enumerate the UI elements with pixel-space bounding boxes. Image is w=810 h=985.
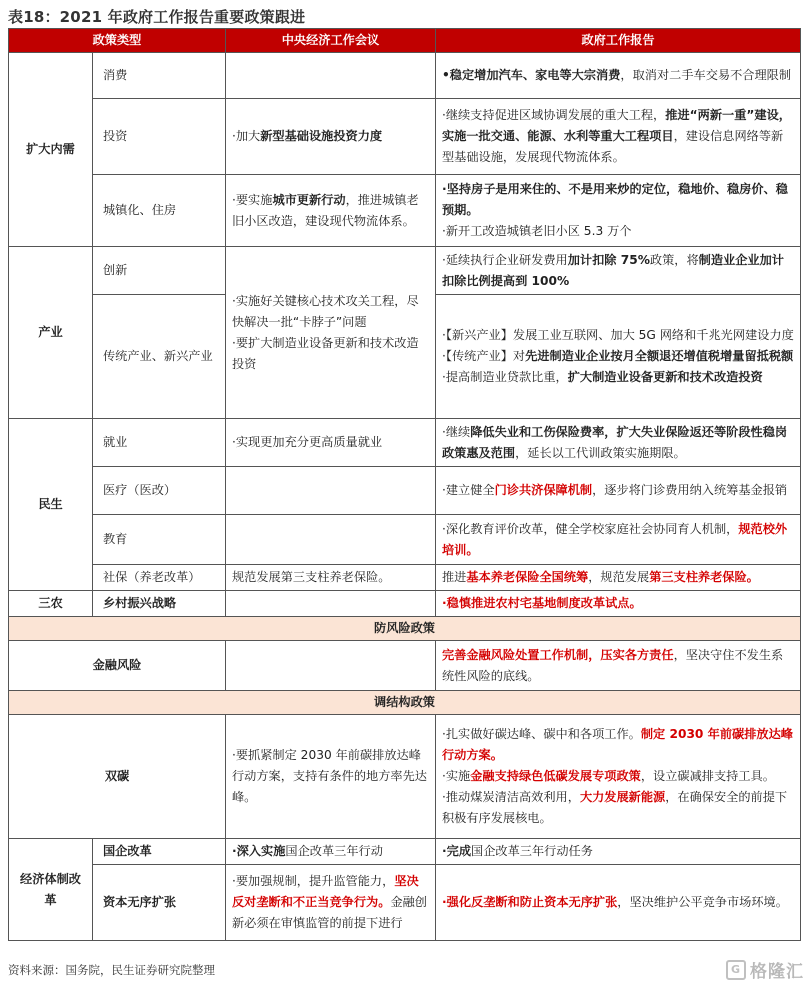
cell-innovation-gov: ·延续执行企业研发费用加计扣除 75%政策，将制造业企业加计扣除比例提高到 100% — [436, 247, 801, 295]
cell-carbon-cew: ·要抓紧制定 2030 年前碳排放达峰行动方案，支持有条件的地方率先达峰。 — [226, 715, 436, 839]
cell-finance-gov: 完善金融风险处置工作机制，压实各方责任，坚决守住不发生系统性风险的底线。 — [436, 641, 801, 691]
sub-social: 社保（养老改革） — [93, 565, 226, 591]
table-row — [9, 865, 801, 941]
table-row — [9, 565, 801, 591]
cell-finance-cew — [226, 641, 436, 691]
cell-invest-gov: ·继续支持促进区域协调发展的重大工程，推进“两新一重”建设，实施一批交通、能源、水利等重大工程项目，建设信息网络等新型基础设施，发展现代物流体系。 — [436, 99, 801, 175]
category-finance: 金融风险 — [9, 641, 226, 691]
watermark — [726, 957, 804, 982]
sub-urban: 城镇化、住房 — [93, 175, 226, 247]
cell-medical-cew — [226, 467, 436, 515]
cell-social-cew: 规范发展第三支柱养老保险。 — [226, 565, 436, 591]
header-row — [9, 29, 801, 53]
table-row — [9, 99, 801, 175]
cell-urban-cew: ·要实施城市更新行动，推进城镇老旧小区改造，建设现代物流体系。 — [226, 175, 436, 247]
cell-social-gov: 推进基本养老保险全国统筹，规范发展第三支柱养老保险。 — [436, 565, 801, 591]
category-livelihood: 民生 — [9, 419, 93, 591]
category-sannong: 三农 — [9, 591, 93, 617]
sub-rural: 乡村振兴战略 — [93, 591, 226, 617]
table-row — [9, 839, 801, 865]
category-reform: 经济体制改革 — [9, 839, 93, 941]
sub-education: 教育 — [93, 515, 226, 565]
section-row — [9, 617, 801, 641]
cell-rural-gov: ·稳慎推进农村宅基地制度改革试点。 — [436, 591, 801, 617]
cell-education-cew — [226, 515, 436, 565]
cell-urban-gov: ·坚持房子是用来住的、不是用来炒的定位，稳地价、稳房价、稳预期。 ·新开工改造城镇老旧小区 5.3 万个 — [436, 175, 801, 247]
cell-consume-gov: •稳定增加汽车、家电等大宗消费，取消对二手车交易不合理限制 — [436, 53, 801, 99]
source-note: 资料来源：国务院，民生证券研究院整理 — [8, 963, 215, 977]
section-row — [9, 691, 801, 715]
cell-rural-cew — [226, 591, 436, 617]
cell-education-gov: ·深化教育评价改革，健全学校家庭社会协同育人机制，规范校外培训。 — [436, 515, 801, 565]
table-row — [9, 641, 801, 691]
sub-innovation: 创新 — [93, 247, 226, 295]
table-title: 表18：2021 年政府工作报告重要政策跟进 — [8, 8, 306, 26]
sub-soe: 国企改革 — [93, 839, 226, 865]
sub-medical: 医疗（医改） — [93, 467, 226, 515]
watermark-logo-icon: G — [726, 960, 746, 980]
category-industry: 产业 — [9, 247, 93, 419]
section-risk: 防风险政策 — [9, 617, 801, 641]
table-row — [9, 515, 801, 565]
table-row — [9, 467, 801, 515]
cell-consume-cew — [226, 53, 436, 99]
sub-capital: 资本无序扩张 — [93, 865, 226, 941]
cell-industry-cew: ·实施好关键核心技术攻关工程，尽快解决一批“卡脖子”问题 ·要扩大制造业设备更新和技术改造投资 — [226, 247, 436, 419]
cell-employment-cew: ·实现更加充分更高质量就业 — [226, 419, 436, 467]
table-row — [9, 247, 801, 295]
cell-capital-cew: ·要加强规制，提升监管能力，坚决反对垄断和不正当竞争行为。金融创新必须在审慎监管的前提下进行 — [226, 865, 436, 941]
cell-soe-gov: ·完成国企改革三年行动任务 — [436, 839, 801, 865]
sub-consume: 消费 — [93, 53, 226, 99]
cell-capital-gov: ·强化反垄断和防止资本无序扩张，坚决维护公平竞争市场环境。 — [436, 865, 801, 941]
header-cew: 中央经济工作会议 — [226, 29, 436, 53]
sub-traditional: 传统产业、新兴产业 — [93, 295, 226, 419]
cell-invest-cew: ·加大新型基础设施投资力度 — [226, 99, 436, 175]
sub-invest: 投资 — [93, 99, 226, 175]
sub-employment: 就业 — [93, 419, 226, 467]
table-row — [9, 419, 801, 467]
cell-carbon-gov: ·扎实做好碳达峰、碳中和各项工作。制定 2030 年前碳排放达峰行动方案。 ·实施金融支持绿色低碳发展专项政策，设立碳减排支持工具。 ·推动煤炭清洁高效利用，大力发展新能源，在确保安全的前提下积极有序发展核电。 — [436, 715, 801, 839]
header-gov-report: 政府工作报告 — [436, 29, 801, 53]
cell-soe-cew: ·深入实施国企改革三年行动 — [226, 839, 436, 865]
table-row — [9, 53, 801, 99]
header-policy-type: 政策类型 — [9, 29, 226, 53]
table-row — [9, 715, 801, 839]
section-structure: 调结构政策 — [9, 691, 801, 715]
cell-employment-gov: ·继续降低失业和工伤保险费率，扩大失业保险返还等阶段性稳岗政策惠及范围，延长以工代训政策实施期限。 — [436, 419, 801, 467]
category-carbon: 双碳 — [9, 715, 226, 839]
table-row — [9, 591, 801, 617]
category-expand-demand: 扩大内需 — [9, 53, 93, 247]
cell-medical-gov: ·建立健全门诊共济保障机制，逐步将门诊费用纳入统筹基金报销 — [436, 467, 801, 515]
policy-table — [8, 28, 801, 941]
table-row — [9, 175, 801, 247]
watermark-text: 格隆汇 — [750, 962, 804, 982]
cell-traditional-gov: ·【新兴产业】发展工业互联网、加大 5G 网络和千兆光网建设力度 ·【传统产业】对先进制造业企业按月全额退还增值税增量留抵税额 ·提高制造业贷款比重，扩大制造业设备更新和技术改造投资 — [436, 295, 801, 419]
